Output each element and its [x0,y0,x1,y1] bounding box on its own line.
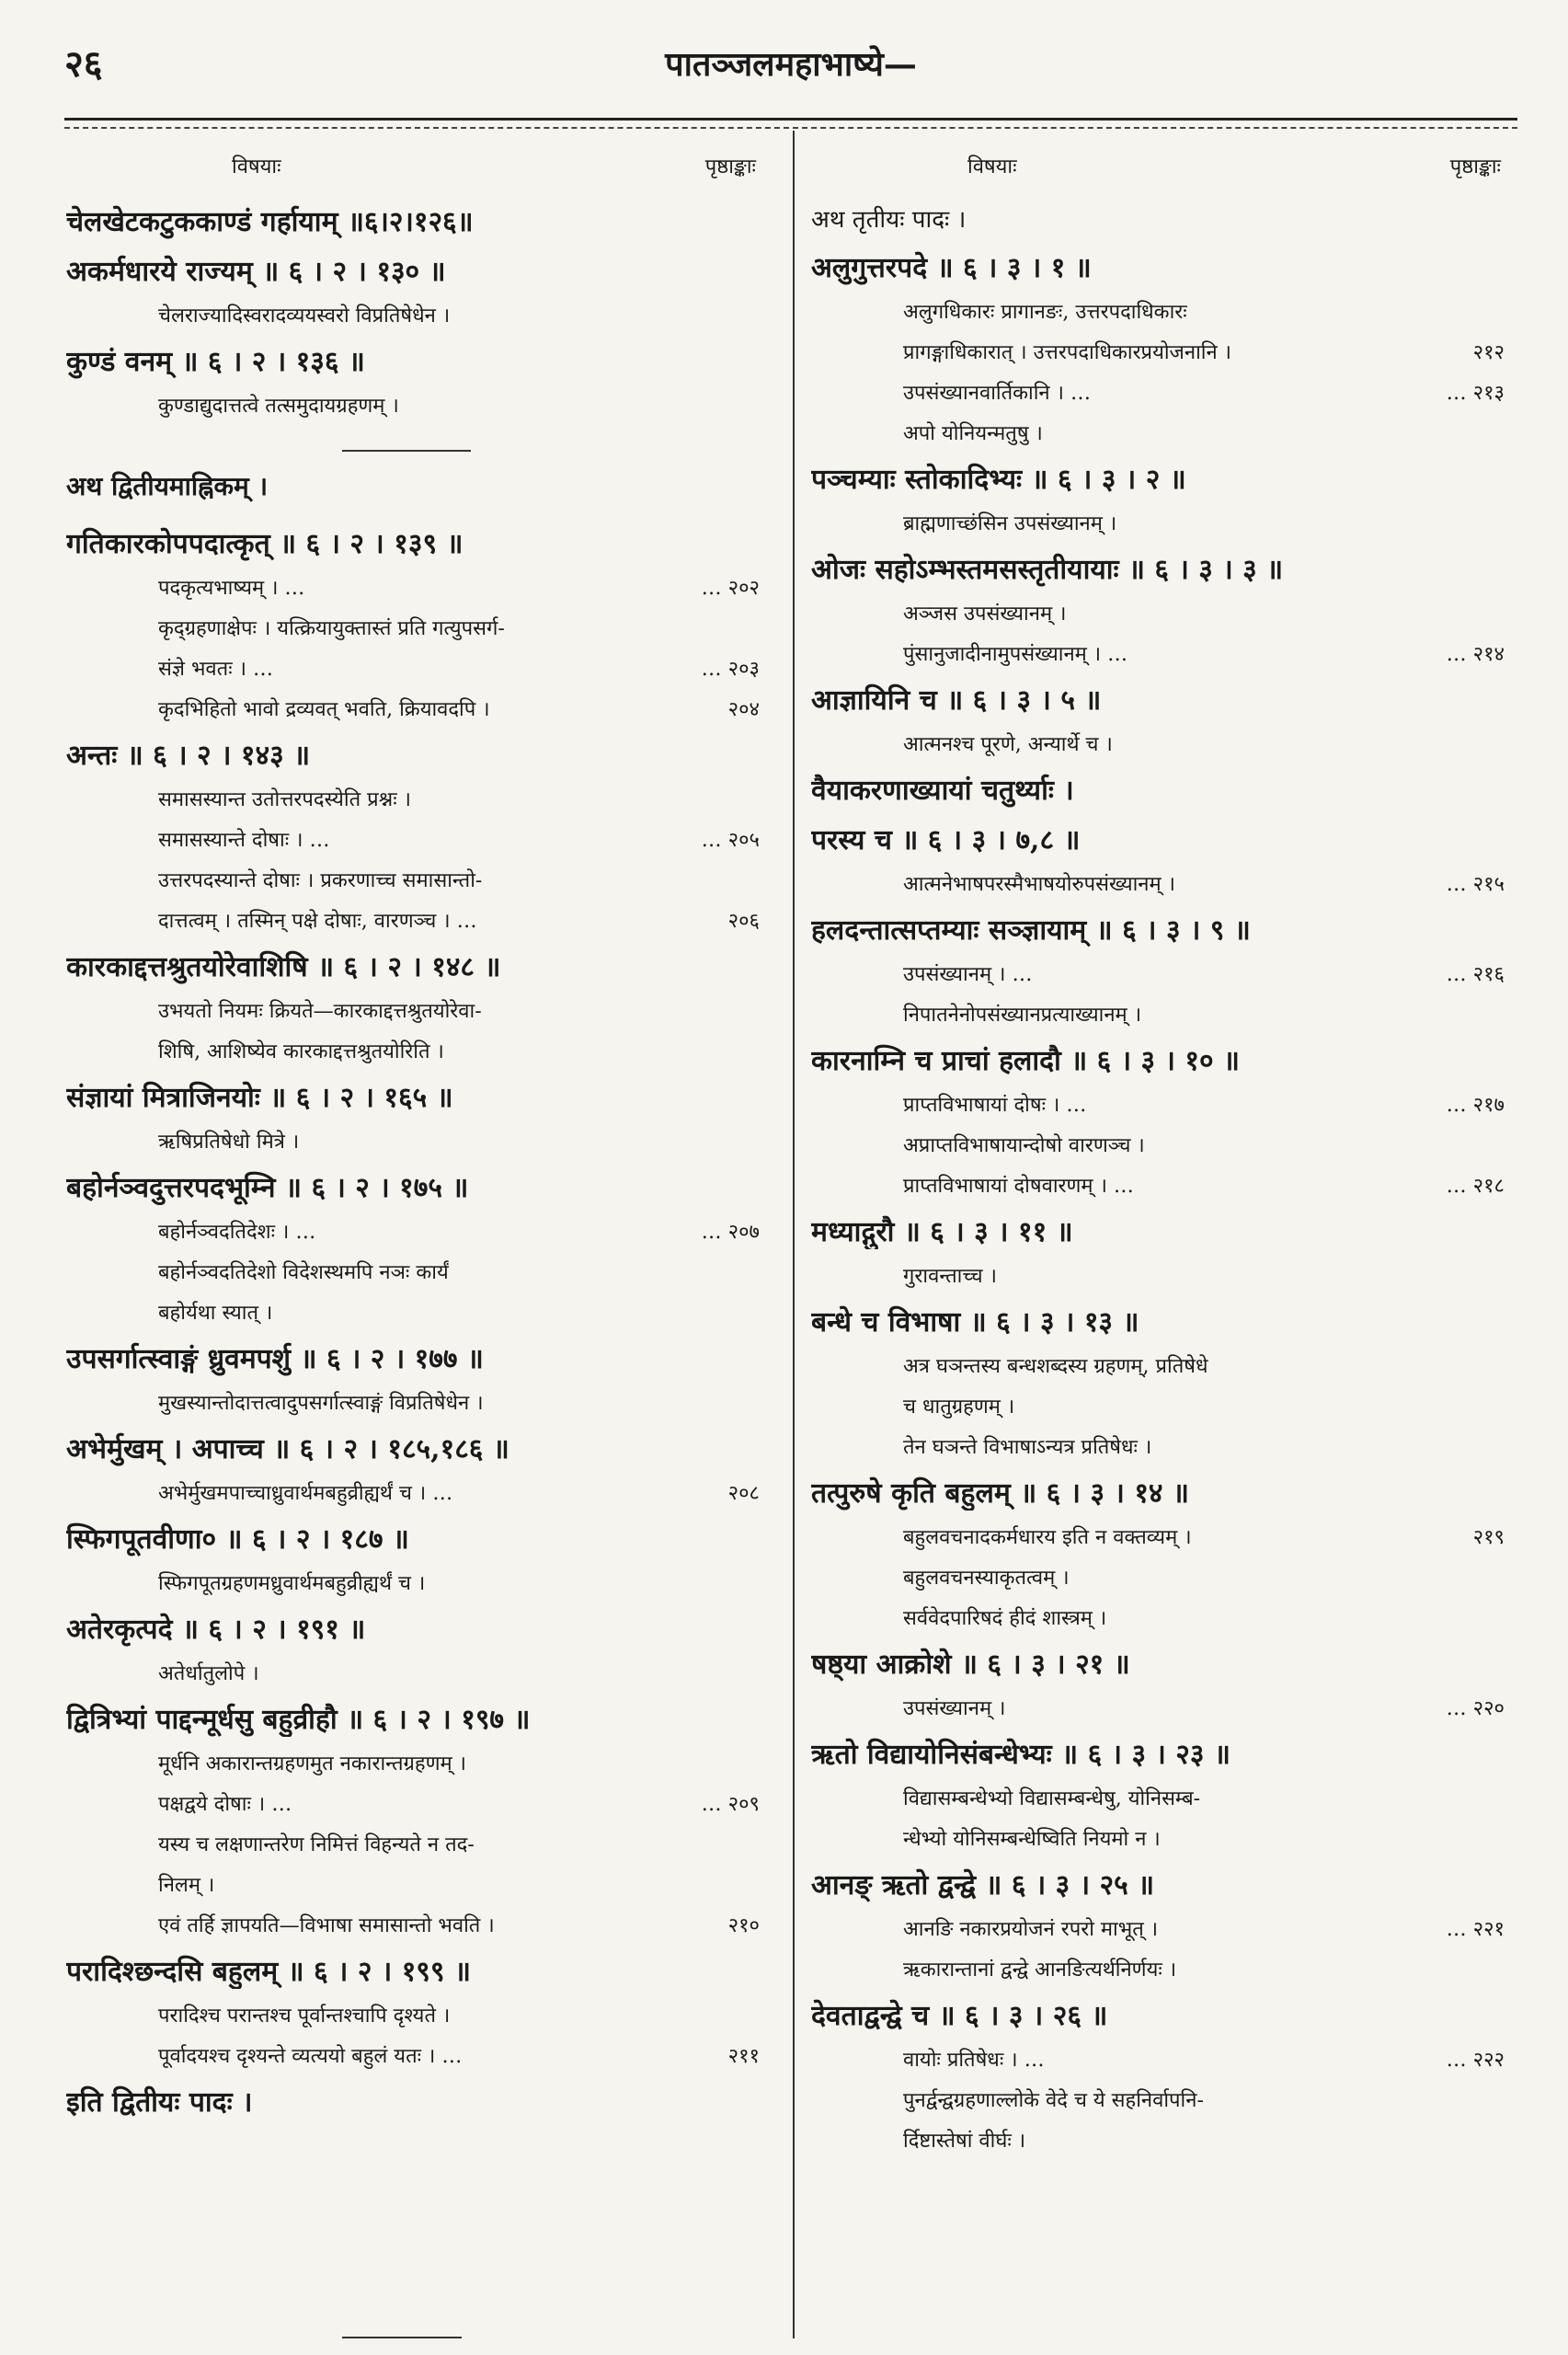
topic-entry [811,959,1519,1000]
topic-entry [811,599,1519,639]
entry-text: र्दिष्टास्तेषां वीर्घः । [903,2130,1026,2153]
section-heading [66,468,774,523]
entry-text: तत्पुरुषे कृति बहुलम् ॥ ६ । ३ । १४ ॥ [811,1477,1189,1510]
entry-text: बन्धे च विभाषा ॥ ६ । ३ । १३ ॥ [811,1306,1139,1338]
entry-text: न्धेभ्यो योनिसम्बन्धेष्विति नियमो न । [903,1828,1161,1851]
entry-text: ब्राह्मणाच्छंसिन उपसंख्यानम् । [903,512,1117,535]
page-ref: २१० [727,1914,760,1937]
entry-text: कुण्डाद्युदात्तत्वे तत्समुदायग्रहणम् । [158,395,399,418]
sutra-heading [66,201,774,251]
topic-entry [66,301,774,341]
section-heading [811,201,1519,247]
section-divider [66,431,774,468]
page-ref: … २२० [1446,1697,1505,1720]
topic-entry [811,1824,1519,1865]
entry-text: आनङ् ऋतो द्वन्द्वे ॥ ६ । ३ । २५ ॥ [811,1869,1155,1901]
sutra-heading [811,820,1519,869]
entry-text: दात्तत्वम् । तस्मिन् पक्षे दोषाः, वारणञ्च । … [158,910,477,933]
entry-text: शिषि, आशिष्येव कारकाद्दत्तश्रुतयोरिति । [158,1040,444,1063]
entry-text: अत्र घञन्तस्य बन्धशब्दस्य ग्रहणम्, प्रतिषेधे [903,1355,1208,1378]
entry-text: प्राप्तविभाषायां दोषवारणम् । … [903,1175,1134,1198]
entry-text: अकर्मधारये राज्यम् ॥ ६ । २ । १३० ॥ [66,256,446,288]
entry-text: एवं तर्हि ज्ञापयति—विभाषा समासान्तो भवति । [158,1914,495,1937]
entry-text: अभेर्मुखमपाच्चाध्रुवार्थमबहुव्रीह्यर्थं च । … [158,1482,453,1505]
sutra-heading [66,735,774,785]
topic-entry [811,1131,1519,1171]
topic-entry [66,785,774,825]
page-label: पृष्ठाङ्काः [1449,155,1501,178]
entry-text: बहुलवचनादकर्मधारय इति न वक्तव्यम् । [903,1526,1192,1549]
entry-text: बहोर्यथा स्यात् । [158,1302,273,1325]
entry-text: षष्ठ्या आक्रोशे ॥ ६ । ३ । २१ ॥ [811,1648,1130,1681]
entry-text: उभयतो नियमः क्रियते—कारकाद्दत्तश्रुतयोरेवा- [158,1000,482,1023]
entry-text: विद्यासम्बन्धेभ्यो विद्यासम्बन्धेषु, योनिसम्ब- [903,1787,1201,1810]
page-ref: २११ [727,2045,760,2068]
topic-entry [66,866,774,906]
entry-text: तेन घञन्ते विभाषाऽन्यत्र प्रतिषेधः । [903,1436,1152,1459]
topic-entry [811,378,1519,419]
topic-entry [66,1830,774,1870]
entry-text: च धातुग्रहणम् । [903,1396,1015,1419]
entry-text: यस्य च लक्षणान्तरेण निमित्तं विहन्यते न तद- [158,1833,475,1856]
entry-text: कृद्ग्रहणाक्षेपः । यत्क्रियायुक्तास्तं प्रति गत्युपसर्ग- [158,617,505,640]
page-ref: … २१७ [1446,1094,1505,1117]
entry-text: बहोर्नञ्वदतिदेशो विदेशस्थमपि नञः कार्यं [158,1261,449,1284]
page-ref: … २२२ [1446,2049,1505,2072]
sutra-heading [66,1699,774,1749]
entry-text: इति द्वितीयः पादः । [66,2086,253,2119]
entry-text: निपातनेनोपसंख्यानप्रत्याख्यानम् । [903,1004,1142,1027]
entry-text: परादिश्च परान्तश्च पूर्वान्तश्चापि दृश्यते । [158,2005,451,2028]
left-column-header [66,152,774,201]
entry-text: ऋतो विद्यायोनिसंबन्धेभ्यः ॥ ६ । ३ । २३ ॥ [811,1739,1230,1771]
sutra-heading [811,549,1519,599]
bottom-rule [342,2337,462,2338]
entry-text: बहुलवचनस्याकृतत्वम् । [903,1567,1070,1590]
entry-text: हलदन्तात्सप्तम्याः सञ्ज्ञायाम् ॥ ६ । ३ । ९ ॥ [811,914,1251,947]
page-label: पृष्ठाङ्काः [704,155,756,178]
entry-text: परादिश्छन्दसि बहुलम् ॥ ६ । २ । १९९ ॥ [66,1956,471,1988]
entry-text: स्फिगपूतग्रहणमध्रुवार्थमबहुव्रीह्यर्थं च । [158,1572,426,1595]
entry-text: कृदभिहितो भावो द्रव्यवत् भवति, क्रियावदपि । [158,698,490,721]
sutra-heading [811,459,1519,509]
topic-entry [811,1171,1519,1212]
header-wavy-rule [64,127,1517,129]
sutra-heading [66,341,774,391]
sutra-heading [66,1077,774,1127]
topic-entry [811,1563,1519,1603]
page-ref: … २०५ [701,829,760,852]
sutra-heading [811,1040,1519,1090]
topic-entry [66,1258,774,1298]
page-ref: … २०३ [701,658,760,681]
topic-entry [811,729,1519,770]
topic-entry [811,1392,1519,1432]
entry-text: समासस्यान्ते दोषाः । … [158,829,330,852]
entry-text: गतिकारकोपपदात्कृत् ॥ ६ । २ । १३९ ॥ [66,528,464,560]
sutra-heading [66,523,774,573]
entry-text: आत्मनश्च पूरणे, अन्यार्थे च । [903,733,1113,756]
sutra-heading [811,770,1519,820]
topic-entry [66,1298,774,1338]
topic-entry [66,1037,774,1077]
topic-entry [811,2126,1519,2166]
page-ref: २०४ [727,698,760,721]
entry-text: पक्षद्वये दोषाः । … [158,1793,292,1816]
entry-text: अन्तः ॥ ६ । २ । १४३ ॥ [66,740,311,772]
sutra-heading [66,1167,774,1217]
entry-text: बहोर्नञ्वदुत्तरपदभूम्नि ॥ ६ । २ । १७५ ॥ [66,1172,469,1204]
entry-text: स्फिगपूतवीणा० ॥ ६ । २ । १८७ ॥ [66,1523,409,1556]
entry-text: अथ द्वितीयमाह्निकम् । [66,471,269,501]
entry-text: मध्याद्गुरौ ॥ ६ । ३ । ११ ॥ [811,1216,1073,1248]
topic-entry [66,906,774,947]
page-ref: २०८ [727,1482,760,1505]
entry-text: पुनर्द्वन्द्वग्रहणाल्लोके वेदे च ये सहनिर्वापनि- [903,2089,1204,2112]
topic-entry [66,1911,774,1951]
topic-entry [811,1261,1519,1302]
topic-entry [66,825,774,866]
entry-text: पूर्वादयश्च दृश्यन्ते व्यत्ययो बहुलं यतः । … [158,2045,463,2068]
topic-entry [66,1388,774,1429]
entry-text: अभेर्मुखम् । अपाच्च ॥ ६ । २ । १८५,१८६ ॥ [66,1433,509,1465]
entry-text: उपसंख्यानम् । … [903,963,1033,986]
sutra-heading [66,1609,774,1659]
entry-text: कारकाद्दत्तश्रुतयोरेवाशिषि ॥ ६ । २ । १४८ ॥ [66,951,501,983]
topic-entry [66,1568,774,1609]
entry-text: वायोः प्रतिषेधः । … [903,2049,1045,2072]
topic-entry [811,1914,1519,1955]
entry-text: अतेरकृत्पदे ॥ ६ । २ । १९१ ॥ [66,1614,366,1646]
topic-entry [66,695,774,735]
sutra-heading [66,1429,774,1478]
topic-entry [66,2001,774,2041]
entry-text: कारनाम्नि च प्राचां हलादौ ॥ ६ । ३ । १० ॥ [811,1045,1241,1077]
topic-entry [811,2045,1519,2085]
page-ref: … २१५ [1446,873,1505,896]
sutra-heading [66,1951,774,2001]
entry-text: पञ्चम्याः स्तोकादिभ्यः ॥ ६ । ३ । २ ॥ [811,464,1186,496]
topic-entry [811,1603,1519,1644]
sutra-heading [811,1302,1519,1351]
sutra-heading [66,1338,774,1388]
entry-text: अलुगधिकारः प्रागानङः, उत्तरपदाधिकारः [903,301,1187,324]
topic-entry [66,573,774,614]
topic-entry [66,1127,774,1167]
topic-entry [66,654,774,695]
page-header [64,37,1517,92]
left-column [66,152,774,2133]
entry-text: पुंसानुजादीनामुपसंख्यानम् । … [903,643,1128,666]
entry-text: अलुगुत्तरपदे ॥ ६ । ३ । १ ॥ [811,252,1092,284]
sutra-heading [811,247,1519,297]
page-ref: … २१४ [1446,643,1505,666]
entry-text: निलम् । [158,1874,215,1897]
page-ref: … २१६ [1446,963,1505,986]
entry-text: सर्ववेदपारिषदं हीदं शास्त्रम् । [903,1607,1107,1630]
entry-text: प्राप्तविभाषायां दोषः । … [903,1094,1087,1117]
entry-text: आत्मनेभाषपरस्मैभाषयोरुपसंख्यानम् । [903,873,1176,896]
right-index-list [811,201,1519,2166]
entry-text: मूर्धनि अकारान्तग्रहणमुत नकारान्तग्रहणम् । [158,1752,466,1775]
page-ref: … २१३ [1446,382,1505,405]
sutra-heading [811,1865,1519,1914]
entry-text: अतेर्धातुलोपे । [158,1662,259,1685]
page-number: २६ [64,42,103,86]
topic-entry [811,509,1519,549]
topic-entry [811,1090,1519,1131]
topic-entry [66,1478,774,1519]
entry-text: प्रागङ्गाधिकारात् । उत्तरपदाधिकारप्रयोजनानि । [903,341,1232,364]
right-column [811,152,1519,2166]
page-ref: … २०७ [701,1221,760,1244]
topic-entry [811,869,1519,910]
entry-text: ऋषिप्रतिषेधो मित्रे । [158,1131,300,1154]
topic-entry [66,391,774,431]
section-end [66,2082,774,2133]
page-ref: २०६ [727,910,760,933]
topic-entry [66,614,774,654]
right-column-header [811,152,1519,201]
entry-text: कुण्डं वनम् ॥ ६ । २ । १३६ ॥ [66,346,365,378]
entry-text: संज्ञे भवतः । … [158,658,273,681]
topic-entry [811,419,1519,459]
page-ref: … २०९ [701,1793,760,1816]
entry-text: अञ्जस उपसंख्यानम् । [903,603,1067,626]
sutra-heading [66,1519,774,1568]
topic-entry [811,1522,1519,1563]
entry-text: उपसंख्यानम् । [903,1697,1006,1720]
entry-text: अथ तृतीयः पादः । [811,206,967,234]
sutra-heading [811,1644,1519,1694]
topic-entry [811,2085,1519,2126]
entry-text: वैयाकरणाख्यायां चतुर्थ्याः । [811,775,1074,807]
topic-entry [66,2041,774,2082]
entry-text: बहोर्नञ्वदतिदेशः । … [158,1221,316,1244]
entry-text: संज्ञायां मित्राजिनयोः ॥ ६ । २ । १६५ ॥ [66,1082,453,1114]
subject-label: विषयाः [232,155,281,178]
sutra-heading [811,1473,1519,1522]
sutra-heading [66,947,774,996]
sutra-heading [811,680,1519,729]
entry-text: चेलराज्यादिस्वरादव्ययस्वरो विप्रतिषेधेन । [158,304,451,327]
entry-text: समासस्यान्त उतोत्तरपदस्येति प्रश्नः । [158,788,411,811]
topic-entry [66,1870,774,1911]
sutra-heading [66,251,774,301]
topic-entry [66,1659,774,1699]
topic-entry [811,639,1519,680]
topic-entry [66,996,774,1037]
entry-text: अप्राप्तविभाषायान्दोषो वारणञ्च । [903,1134,1145,1157]
entry-text: द्वित्रिभ्यां पाद्दन्मूर्धसु बहुव्रीहौ ॥ ६ । २ । १९७ ॥ [66,1704,531,1736]
header-rule [64,118,1517,121]
subject-label: विषयाः [967,155,1017,178]
topic-entry [66,1217,774,1258]
entry-text: अपो योनियन्मतुषु । [903,422,1043,445]
column-divider [793,131,795,2338]
sutra-heading [811,910,1519,959]
topic-entry [811,1955,1519,1995]
entry-text: गुरावन्ताच्च । [903,1265,997,1288]
entry-text: उपसंख्यानवार्तिकानि । … [903,382,1091,405]
entry-text: ओजः सहोऽम्भस्तमसस्तृतीयायाः ॥ ६ । ३ । ३ ॥ [811,554,1284,586]
page-title: पातञ्जलमहाभाष्ये— [665,45,917,84]
topic-entry [811,1432,1519,1473]
entry-text: देवताद्वन्द्वे च ॥ ६ । ३ । २६ ॥ [811,2000,1108,2032]
entry-text: चेलखेटकटुककाण्डं गर्हायाम् ॥६।२।१२६॥ [66,206,474,238]
sutra-heading [811,1212,1519,1261]
topic-entry [811,1784,1519,1824]
topic-entry [811,1694,1519,1734]
sutra-heading [811,1734,1519,1784]
entry-text: पदकृत्यभाष्यम् । … [158,577,305,600]
topic-entry [811,1351,1519,1392]
left-index-list [66,201,774,2133]
topic-entry [811,338,1519,378]
page-ref: … २१८ [1446,1175,1505,1198]
entry-text: उत्तरपदस्यान्ते दोषाः । प्रकरणाच्च समासान्तो- [158,869,483,892]
entry-text: उपसर्गात्स्वाङ्गं ध्रुवमपर्शु ॥ ६ । २ । १७७ ॥ [66,1343,484,1375]
entry-text: आज्ञायिनि च ॥ ६ । ३ । ५ ॥ [811,684,1102,717]
entry-text: मुखस्यान्तोदात्तत्वादुपसर्गात्स्वाङ्गं विप्रतिषेधेन । [158,1392,484,1415]
sutra-heading [811,1995,1519,2045]
topic-entry [811,297,1519,338]
page-ref: २१९ [1472,1526,1505,1549]
entry-text: परस्य च ॥ ६ । ३ । ७,८ ॥ [811,824,1081,856]
page-ref: … २२१ [1446,1918,1505,1941]
entry-text: आनङि नकारप्रयोजनं रपरो माभूत् । [903,1918,1159,1941]
entry-text: ऋकारान्तानां द्वन्द्वे आनङित्यर्थनिर्णयः । [903,1959,1177,1982]
page-ref: … २०२ [701,577,760,600]
page-ref: २१२ [1472,341,1505,364]
topic-entry [66,1749,774,1789]
topic-entry [811,1000,1519,1040]
topic-entry [66,1789,774,1830]
